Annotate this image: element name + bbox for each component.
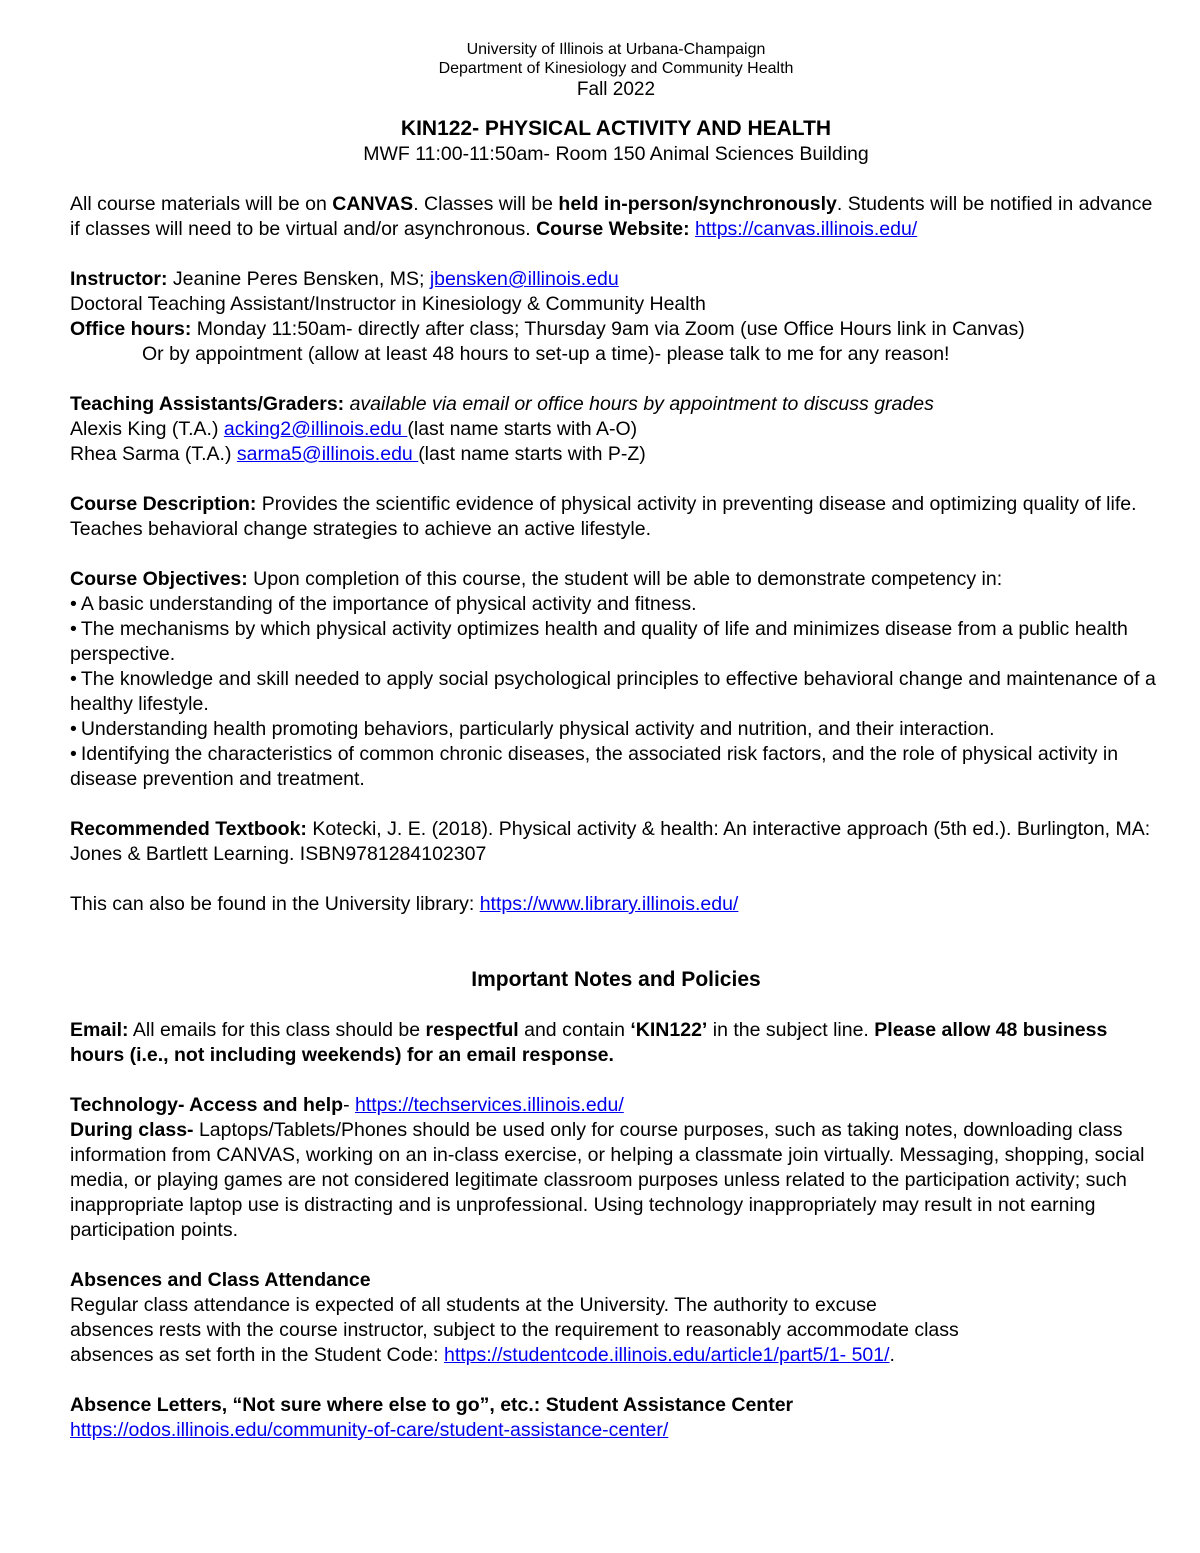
ta2-email-link[interactable]: sarma5@illinois.edu [236,443,419,465]
course-description: Course Description: Provides the scientific evidence of physical activity in preventing disease and optimizing quality of life. Teaches behavioral change strategies to achieve an active lifestyle. [70,493,1137,540]
course-website-link[interactable]: https://canvas.illinois.edu/ [695,218,918,240]
ta-heading: Teaching Assistants/Graders: available via email or office hours by appointment to discuss grades [70,393,934,415]
objective-item: • Understanding health promoting behaviors, particularly physical activity and nutrition, and their interaction. [70,717,1162,742]
attendance-line-2: absences rests with the course instructor, subject to the requirement to reasonably accommodate class [70,1319,959,1341]
during-class: During class- Laptops/Tablets/Phones should be used only for course purposes, such as taking notes, downloading class information from CANVAS, working on an in-class exercise, or helping a classmate join virtually. Messaging, shopping, social media, or playing games are not considered legitimate classroom purposes unless related to the participation activity; such inappropriate laptop use is distracting and is unprofessional. Using technology inappropriately may result in not earning participation points. [70,1119,1145,1241]
ta-2: Rhea Sarma (T.A.) sarma5@illinois.edu (last name starts with P-Z) [70,443,646,465]
objective-item: • The mechanisms by which physical activity optimizes health and quality of life and minimizes disease from a public health perspective. [70,617,1162,667]
attendance-heading: Absences and Class Attendance [70,1269,371,1291]
recommended-textbook: Recommended Textbook: Kotecki, J. E. (2018). Physical activity & health: An interactive approach (5th ed.). Burlington, MA: Jones & Bartlett Learning. ISBN9781284102307 [70,818,1151,865]
absence-letters-link-line [70,1418,1162,1443]
instructor-role: Doctoral Teaching Assistant/Instructor in Kinesiology & Community Health [70,293,706,315]
student-assistance-link[interactable]: https://odos.illinois.edu/community-of-care/student-assistance-center/ [70,1419,669,1441]
appointment-note: Or by appointment (allow at least 48 hours to set-up a time)- please talk to me for any reason! [142,343,950,365]
attendance-line-3: absences as set forth in the Student Code: https://studentcode.illinois.edu/article1/part5/1- 501/. [70,1344,895,1366]
term: Fall 2022 [576,79,656,100]
technology-line: Technology- Access and help- https://techservices.illinois.edu/ [70,1094,624,1116]
department-name: Department of Kinesiology and Community Health [438,60,794,77]
policies-heading: Important Notes and Policies [471,968,761,991]
attendance-line-1: Regular class attendance is expected of all students at the University. The authority to excuse [70,1294,877,1316]
absence-letters-heading: Absence Letters, “Not sure where else to go”, etc.: Student Assistance Center [70,1394,794,1416]
canvas-emphasis: CANVAS [332,193,414,215]
email-policy: Email: All emails for this class should be respectful and contain ‘KIN122’ in the subject line. Please allow 48 business hours (i.e., not including weekends) for an email response. [70,1019,1108,1066]
objective-item: • A basic understanding of the importance of physical activity and fitness. [70,592,1162,617]
objective-item: • The knowledge and skill needed to apply social psychological principles to effective behavioral change and maintenance of a healthy lifestyle. [70,667,1162,717]
course-objectives: Course Objectives: Upon completion of this course, the student will be able to demonstrate competency in: [70,568,1003,590]
objective-item: • Identifying the characteristics of common chronic diseases, the associated risk factors, and the role of physical activity in disease prevention and treatment. [70,742,1162,792]
held-emphasis: held in-person/synchronously [558,193,837,215]
university-name: University of Illinois at Urbana-Champaign [466,41,766,58]
course-schedule: MWF 11:00-11:50am- Room 150 Animal Sciences Building [363,143,869,165]
course-title: KIN122- PHYSICAL ACTIVITY AND HEALTH [400,117,832,140]
course-website-label: Course Website: [536,218,690,240]
ta-1: Alexis King (T.A.) acking2@illinois.edu (last name starts with A-O) [70,418,638,440]
techservices-link[interactable]: https://techservices.illinois.edu/ [354,1094,624,1116]
library-link[interactable]: https://www.library.illinois.edu/ [479,893,739,915]
office-hours: Office hours: Monday 11:50am- directly after class; Thursday 9am via Zoom (use Office Hours link in Canvas) [70,318,1025,340]
instructor-email-link[interactable]: jbensken@illinois.edu [429,268,619,290]
library-line: This can also be found in the University library: https://www.library.illinois.edu/ [70,893,739,915]
intro-paragraph: All course materials will be on CANVAS. Classes will be held in-person/synchronously. Students will be notified in advance if classes will need to be virtual and/or asynchronous. Course Website: https://canvas.illinois.edu/ [70,193,1153,240]
syllabus-page [70,40,1162,1443]
student-code-link[interactable]: https://studentcode.illinois.edu/article1/part5/1- 501/ [444,1344,890,1366]
ta1-email-link[interactable]: acking2@illinois.edu [223,418,408,440]
instructor-line: Instructor: Jeanine Peres Bensken, MS; jbensken@illinois.edu [70,268,619,290]
